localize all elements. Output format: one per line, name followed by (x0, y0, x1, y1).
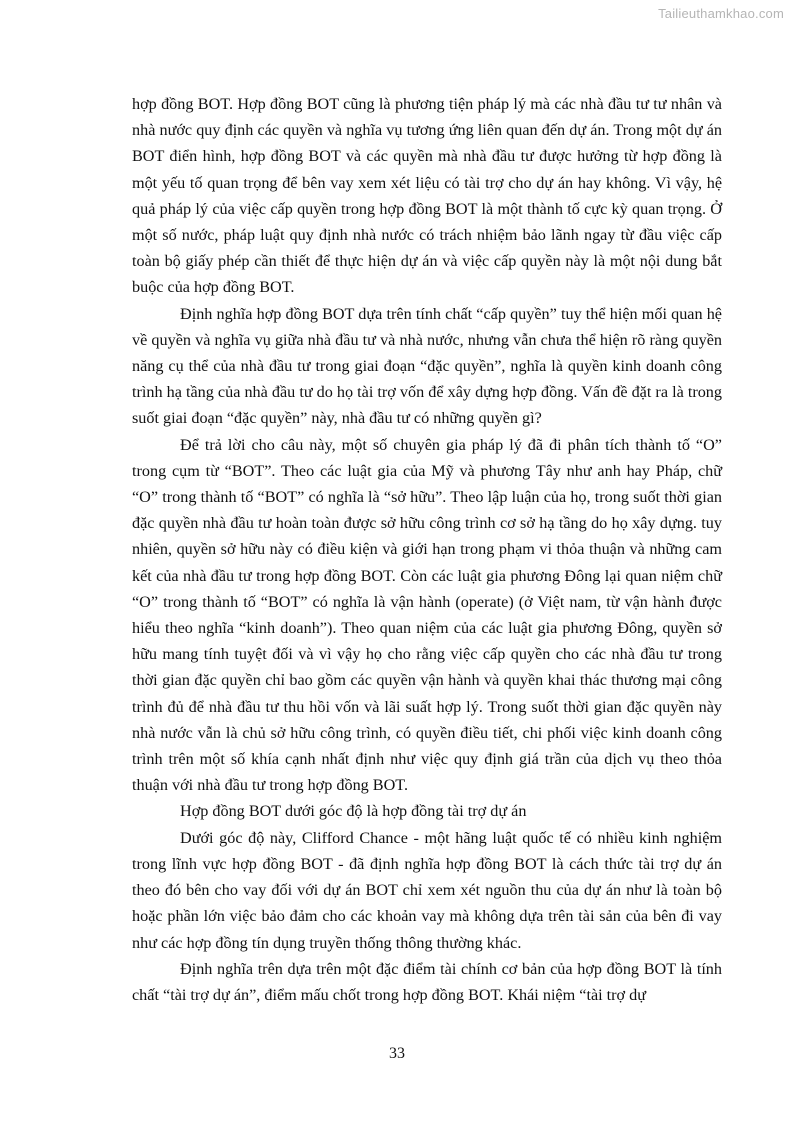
paragraph-1: hợp đồng BOT. Hợp đồng BOT cũng là phương tiện pháp lý mà các nhà đầu tư tư nhân và nhà nước quy định các quyền và nghĩa vụ tương ứng liên quan đến dự án. Trong một dự án BOT điển hình, hợp đồng BOT và các quyền mà nhà đầu tư được hưởng từ hợp đồng là một yếu tố quan trọng để bên vay xem xét liệu có tài trợ cho dự án hay không. Vì vậy, hệ quả pháp lý của việc cấp quyền trong hợp đồng BOT là một thành tố cực kỳ quan trọng. Ở một số nước, pháp luật quy định nhà nước có trách nhiệm bảo lãnh ngay từ đầu việc cấp toàn bộ giấy phép cần thiết để thực hiện dự án và việc cấp quyền này là một nội dung bắt buộc của hợp đồng BOT. (132, 95, 722, 297)
section-heading: Hợp đồng BOT dưới góc độ là hợp đồng tài trợ dự án (180, 802, 527, 821)
watermark-text: Tailieuthamkhao.com (658, 6, 784, 21)
page-number: 33 (389, 1045, 405, 1062)
paragraph-5: Dưới góc độ này, Clifford Chance - một hãng luật quốc tế có nhiều kinh nghiệm trong lĩnh vực hợp đồng BOT - đã định nghĩa hợp đồng BOT là cách thức tài trợ dự án theo đó bên cho vay đối với dự án BOT chỉ xem xét nguồn thu của dự án như là toàn bộ hoặc phần lớn việc bảo đảm cho các khoản vay mà không dựa trên tài sản của bên đi vay như các hợp đồng tín dụng truyền thống thông thường khác. (132, 828, 722, 952)
paragraph-6: Định nghĩa trên dựa trên một đặc điểm tài chính cơ bản của hợp đồng BOT là tính chất “tài trợ dự án”, điểm mấu chốt trong hợp đồng BOT. Khái niệm “tài trợ dự (132, 959, 722, 1004)
document-body (132, 91, 722, 1008)
paragraph-3: Để trả lời cho câu này, một số chuyên gia pháp lý đã đi phân tích thành tố “O” trong cụm từ “BOT”. Theo các luật gia của Mỹ và phương Tây như anh hay Pháp, chữ “O” trong thành tố “BOT” có nghĩa là “sở hữu”. Theo lập luận của họ, trong suốt thời gian đặc quyền nhà đầu tư hoàn toàn được sở hữu công trình cơ sở hạ tầng do họ xây dựng. tuy nhiên, quyền sở hữu này có điều kiện và giới hạn trong phạm vi thỏa thuận và những cam kết của nhà đầu tư trong hợp đồng BOT. Còn các luật gia phương Đông lại quan niệm chữ “O” trong thành tố “BOT” có nghĩa là vận hành (operate) (ở Việt nam, từ vận hành được hiểu theo nghĩa “kinh doanh”). Theo quan niệm của các luật gia phương Đông, quyền sở hữu mang tính tuyệt đối và vì vậy họ cho rằng việc cấp quyền cho các nhà đầu tư trong thời gian đặc quyền chỉ bao gồm các quyền vận hành và quyền khai thác thương mại công trình đủ để nhà đầu tư thu hồi vốn và lãi suất hợp lý. Trong suốt thời gian đặc quyền này nhà nước vẫn là chủ sở hữu công trình, có quyền điều tiết, chi phối việc kinh doanh công trình trên một số khía cạnh nhất định như việc quy định giá trần của dịch vụ theo thỏa thuận với nhà đầu tư trong hợp đồng BOT. (132, 435, 722, 795)
paragraph-2: Định nghĩa hợp đồng BOT dựa trên tính chất “cấp quyền” tuy thể hiện mối quan hệ về quyền và nghĩa vụ giữa nhà đầu tư và nhà nước, nhưng vẫn chưa thể hiện rõ ràng quyền năng cụ thể của nhà đầu tư trong giai đoạn “đặc quyền”, nghĩa là quyền kinh doanh công trình hạ tầng của nhà đầu tư do họ tài trợ vốn để xây dựng hợp đồng. Vấn đề đặt ra là trong suốt giai đoạn “đặc quyền” này, nhà đầu tư có những quyền gì? (132, 304, 722, 428)
